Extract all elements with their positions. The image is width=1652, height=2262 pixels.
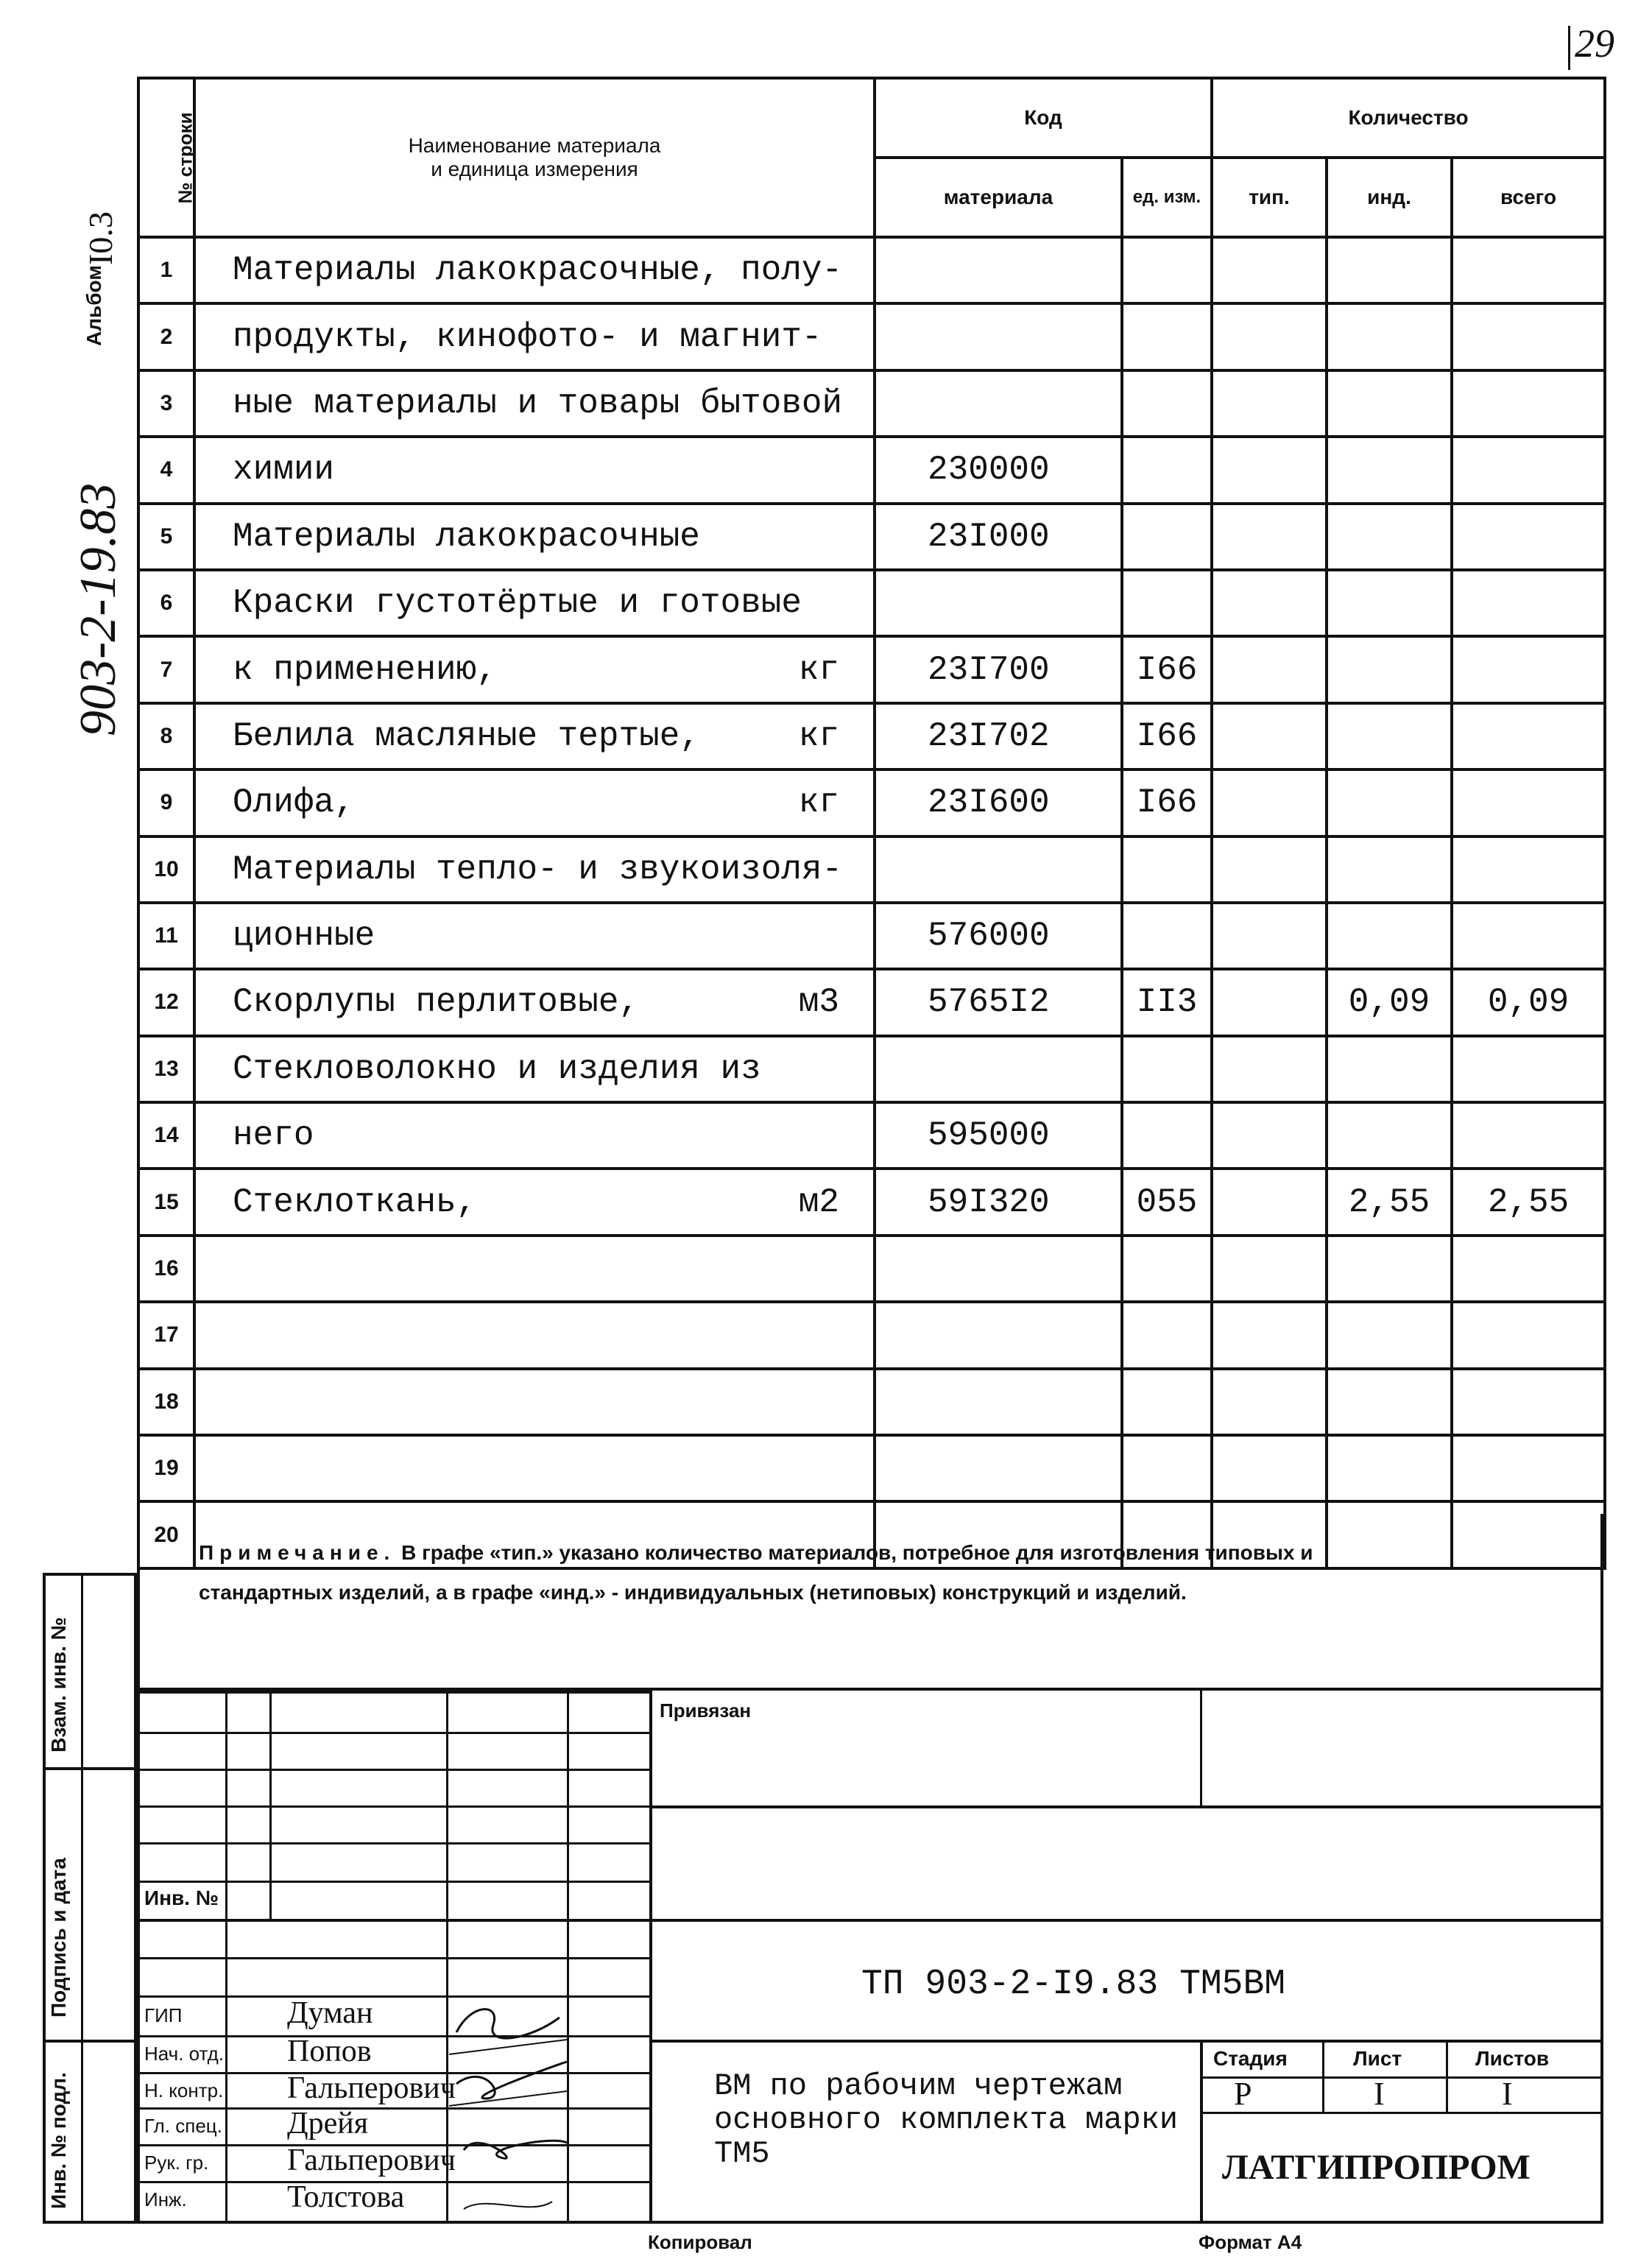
- row-number: 2: [138, 303, 194, 370]
- row-code: [875, 1302, 1122, 1368]
- row-qty-ind: [1327, 237, 1452, 303]
- table-row: [138, 1435, 1605, 1501]
- table-row: [138, 237, 1605, 303]
- row-qty-ind: [1327, 570, 1452, 636]
- row-qty-typ: [1212, 969, 1327, 1035]
- row-name-text: Стеклоткань,: [233, 1183, 477, 1222]
- note-box: [137, 1514, 1603, 1691]
- row-name-text: химии: [233, 451, 335, 490]
- row-qty-total: 2,55: [1452, 1169, 1605, 1235]
- row-number: 20: [138, 1501, 194, 1568]
- header-quantity: Количество: [1212, 78, 1605, 158]
- row-code: 23I600: [875, 769, 1122, 836]
- row-name-text: Материалы тепло- и звукоизоля-: [233, 850, 843, 889]
- table-row: [138, 969, 1605, 1035]
- row-name: [194, 636, 875, 702]
- header-qty-typ: тип.: [1212, 158, 1327, 237]
- row-qty-total: [1452, 370, 1605, 437]
- row-code: [875, 370, 1122, 437]
- row-qty-ind: [1327, 1369, 1452, 1435]
- stamp-person-name: Толстова: [287, 2180, 405, 2214]
- row-name: [194, 1169, 875, 1235]
- row-name: [194, 570, 875, 636]
- row-number: 12: [138, 969, 194, 1035]
- stamp-role: Н. контр.: [144, 2079, 224, 2101]
- row-qty-typ: [1212, 1036, 1327, 1102]
- row-qty-total: [1452, 1369, 1605, 1435]
- row-name: [194, 769, 875, 836]
- doc-number-handwritten: 903-2-19.83: [70, 482, 127, 736]
- row-name: [194, 504, 875, 570]
- row-number: 5: [138, 504, 194, 570]
- row-code: [875, 303, 1122, 370]
- header-row-number: № строки: [138, 78, 194, 237]
- label-inv-podl: Инв. № подл.: [47, 2072, 70, 2209]
- row-qty-typ: [1212, 570, 1327, 636]
- row-unit-code: I66: [1122, 703, 1212, 769]
- row-number: 15: [138, 1169, 194, 1235]
- row-number: 14: [138, 1102, 194, 1169]
- row-qty-typ: [1212, 836, 1327, 903]
- row-unit-code: I66: [1122, 769, 1212, 836]
- row-qty-total: [1452, 903, 1605, 969]
- row-name-text: Краски густотёртые и готовые: [233, 584, 802, 623]
- row-name-text: Олифа,: [233, 783, 355, 822]
- row-qty-total: [1452, 303, 1605, 370]
- row-code: [875, 1435, 1122, 1501]
- label-stage: Стадия: [1213, 2047, 1288, 2070]
- row-qty-total: 0,09: [1452, 969, 1605, 1035]
- stamp-role: Гл. спец.: [144, 2115, 222, 2137]
- table-row: [138, 570, 1605, 636]
- table-row: [138, 769, 1605, 836]
- table-row: [138, 504, 1605, 570]
- row-qty-total: [1452, 836, 1605, 903]
- row-code: [875, 836, 1122, 903]
- row-number: 1: [138, 237, 194, 303]
- row-unit-code: [1122, 303, 1212, 370]
- row-number: 3: [138, 370, 194, 437]
- row-name-text: ные материалы и товары бытовой: [233, 384, 843, 423]
- row-unit-code: [1122, 1369, 1212, 1435]
- row-qty-typ: [1212, 1102, 1327, 1169]
- row-name: [194, 1435, 875, 1501]
- row-qty-typ: [1212, 437, 1327, 503]
- row-name: [194, 969, 875, 1035]
- row-unit-code: [1122, 903, 1212, 969]
- table-row: [138, 1302, 1605, 1368]
- row-qty-total: [1452, 703, 1605, 769]
- row-qty-typ: [1212, 1435, 1327, 1501]
- row-unit-code: [1122, 836, 1212, 903]
- label-format: Формат А4: [1199, 2231, 1302, 2253]
- row-code: [875, 1236, 1122, 1302]
- table-row: [138, 1036, 1605, 1102]
- row-unit-code: [1122, 370, 1212, 437]
- row-qty-ind: [1327, 303, 1452, 370]
- row-code: [875, 570, 1122, 636]
- row-unit-code: 055: [1122, 1169, 1212, 1235]
- row-unit-code: [1122, 570, 1212, 636]
- row-qty-ind: [1327, 1435, 1452, 1501]
- row-code: [875, 1036, 1122, 1102]
- row-name-text: продукты, кинофото- и магнит-: [233, 317, 822, 356]
- table-row: [138, 1169, 1605, 1235]
- row-number: 6: [138, 570, 194, 636]
- header-name: Наименование материала и единица измерения: [194, 78, 875, 237]
- signatures: [442, 1988, 574, 2253]
- row-name: [194, 1236, 875, 1302]
- row-qty-typ: [1212, 769, 1327, 836]
- row-code: [875, 1369, 1122, 1435]
- label-inv-no: Инв. №: [144, 1886, 219, 1909]
- row-qty-total: [1452, 1435, 1605, 1501]
- row-name-text: Материалы лакокрасочные: [233, 517, 700, 556]
- note-text: [199, 1533, 1377, 1613]
- row-name: [194, 1369, 875, 1435]
- table-row: [138, 1236, 1605, 1302]
- row-number: 19: [138, 1435, 194, 1501]
- header-code-material: материала: [875, 158, 1122, 237]
- row-qty-total: [1452, 1236, 1605, 1302]
- stamp-role: Нач. отд.: [144, 2043, 224, 2065]
- row-unit: кг: [798, 650, 839, 689]
- row-qty-ind: 2,55: [1327, 1169, 1452, 1235]
- row-unit-code: II3: [1122, 969, 1212, 1035]
- row-unit-code: [1122, 437, 1212, 503]
- row-qty-typ: [1212, 1369, 1327, 1435]
- header-qty-total: всего: [1452, 158, 1605, 237]
- designation: ТП 903-2-I9.83 ТМ5ВМ: [861, 1965, 1286, 2004]
- row-qty-typ: [1212, 1169, 1327, 1235]
- table-row: [138, 437, 1605, 503]
- row-code: 23I000: [875, 504, 1122, 570]
- row-code: 23I700: [875, 636, 1122, 702]
- row-qty-total: [1452, 570, 1605, 636]
- row-qty-total: [1452, 1302, 1605, 1368]
- row-name: [194, 1102, 875, 1169]
- table-row: [138, 703, 1605, 769]
- row-code: 576000: [875, 903, 1122, 969]
- row-code: 595000: [875, 1102, 1122, 1169]
- organization: ЛАТГИПРОПРОМ: [1222, 2148, 1531, 2187]
- row-qty-ind: [1327, 504, 1452, 570]
- row-unit: м2: [798, 1183, 839, 1222]
- table-row: [138, 903, 1605, 969]
- album-label: Альбом: [82, 265, 105, 346]
- stamp-role: Рук. гр.: [144, 2152, 209, 2174]
- document-title: ВМ по рабочим чертежам основного комплекта марки ТМ5: [714, 2068, 1179, 2171]
- row-qty-total: [1452, 504, 1605, 570]
- materials-table: [137, 77, 1606, 1570]
- table-row: [138, 1102, 1605, 1169]
- row-qty-ind: 0,09: [1327, 969, 1452, 1035]
- row-unit: кг: [798, 716, 839, 755]
- stamp-person-name: Попов: [287, 2034, 372, 2068]
- label-vzam-inv: Взам. инв. №: [47, 1617, 70, 1752]
- row-name: [194, 1036, 875, 1102]
- stamp-person-name: Гальперович: [287, 2143, 456, 2177]
- row-name-text: Материалы лакокрасочные, полу-: [233, 251, 843, 290]
- row-name: [194, 237, 875, 303]
- row-qty-ind: [1327, 636, 1452, 702]
- row-qty-ind: [1327, 1302, 1452, 1368]
- row-qty-typ: [1212, 903, 1327, 969]
- row-name: [194, 437, 875, 503]
- row-qty-total: [1452, 437, 1605, 503]
- album-value: I0.3: [82, 211, 119, 265]
- row-name-text: Стекловолокно и изделия из: [233, 1049, 761, 1088]
- row-code: 59I320: [875, 1169, 1122, 1235]
- row-unit-code: [1122, 1302, 1212, 1368]
- row-code: 230000: [875, 437, 1122, 503]
- row-name: [194, 1302, 875, 1368]
- row-unit-code: [1122, 1236, 1212, 1302]
- row-unit-code: I66: [1122, 636, 1212, 702]
- row-number: 17: [138, 1302, 194, 1368]
- row-qty-total: [1452, 769, 1605, 836]
- table-row: [138, 836, 1605, 903]
- stamp-person-name: Думан: [287, 1996, 373, 2030]
- row-qty-typ: [1212, 504, 1327, 570]
- row-qty-ind: [1327, 370, 1452, 437]
- page-number: 29: [1568, 21, 1614, 70]
- label-sheet: Лист: [1353, 2047, 1402, 2070]
- row-unit-code: [1122, 1435, 1212, 1501]
- table-row: [138, 370, 1605, 437]
- stamp-person-name: Гальперович: [287, 2071, 456, 2105]
- label-podpis-data: Подпись и дата: [47, 1858, 70, 2018]
- row-name: [194, 703, 875, 769]
- row-name-text: к применению,: [233, 650, 497, 689]
- row-name-text: Белила масляные тертые,: [233, 716, 700, 755]
- row-unit-code: [1122, 1102, 1212, 1169]
- row-name: [194, 303, 875, 370]
- row-name-text: ционные: [233, 917, 375, 956]
- row-qty-total: [1452, 1036, 1605, 1102]
- row-qty-ind: [1327, 1102, 1452, 1169]
- table-row: [138, 303, 1605, 370]
- row-number: 8: [138, 703, 194, 769]
- row-unit-code: [1122, 1036, 1212, 1102]
- sheet-value: I: [1374, 2076, 1385, 2112]
- row-qty-ind: [1327, 836, 1452, 903]
- row-name: [194, 370, 875, 437]
- label-copied: Копировал: [648, 2231, 752, 2253]
- row-qty-ind: [1327, 1236, 1452, 1302]
- stamp-person-name: Дрейя: [287, 2107, 369, 2141]
- row-qty-typ: [1212, 303, 1327, 370]
- row-code: 23I702: [875, 703, 1122, 769]
- row-number: 11: [138, 903, 194, 969]
- stamp-role: ГИП: [144, 2004, 183, 2026]
- row-qty-typ: [1212, 370, 1327, 437]
- header-code: Код: [875, 78, 1212, 158]
- row-qty-total: [1452, 636, 1605, 702]
- note-title: Примечание.: [199, 1541, 396, 1564]
- row-number: 9: [138, 769, 194, 836]
- row-qty-ind: [1327, 703, 1452, 769]
- row-qty-typ: [1212, 1302, 1327, 1368]
- row-qty-ind: [1327, 437, 1452, 503]
- row-name: [194, 836, 875, 903]
- row-number: 10: [138, 836, 194, 903]
- row-qty-typ: [1212, 636, 1327, 702]
- row-number: 4: [138, 437, 194, 503]
- row-name-text: него: [233, 1116, 314, 1155]
- row-qty-ind: [1327, 903, 1452, 969]
- row-name-text: Скорлупы перлитовые,: [233, 983, 640, 1022]
- row-number: 13: [138, 1036, 194, 1102]
- note-body: В графе «тип.» указано количество материалов, потребное для изготовления типовых и стандартных изделий, а в графе «инд.» - индивидуальных (нетиповых) конструкций и изделий.: [199, 1541, 1313, 1604]
- row-unit-code: [1122, 237, 1212, 303]
- row-unit: кг: [798, 783, 839, 822]
- row-number: 7: [138, 636, 194, 702]
- row-qty-typ: [1212, 237, 1327, 303]
- table-row: [138, 1369, 1605, 1435]
- row-qty-ind: [1327, 769, 1452, 836]
- row-number: 16: [138, 1236, 194, 1302]
- sheets-value: I: [1502, 2076, 1513, 2112]
- table-row: [138, 636, 1605, 702]
- row-qty-ind: [1327, 1036, 1452, 1102]
- row-code: [875, 237, 1122, 303]
- row-name: [194, 903, 875, 969]
- stamp-role: Инж.: [144, 2188, 187, 2210]
- label-privyazan: Привязан: [660, 1699, 752, 1722]
- stage-value: Р: [1234, 2076, 1252, 2112]
- header-code-unit: ед. изм.: [1122, 158, 1212, 237]
- row-number: 18: [138, 1369, 194, 1435]
- row-code: 5765I2: [875, 969, 1122, 1035]
- row-qty-typ: [1212, 1236, 1327, 1302]
- row-unit: м3: [798, 983, 839, 1022]
- row-qty-total: [1452, 237, 1605, 303]
- row-qty-total: [1452, 1102, 1605, 1169]
- header-qty-ind: инд.: [1327, 158, 1452, 237]
- label-sheets: Листов: [1475, 2047, 1550, 2070]
- row-unit-code: [1122, 504, 1212, 570]
- row-qty-typ: [1212, 703, 1327, 769]
